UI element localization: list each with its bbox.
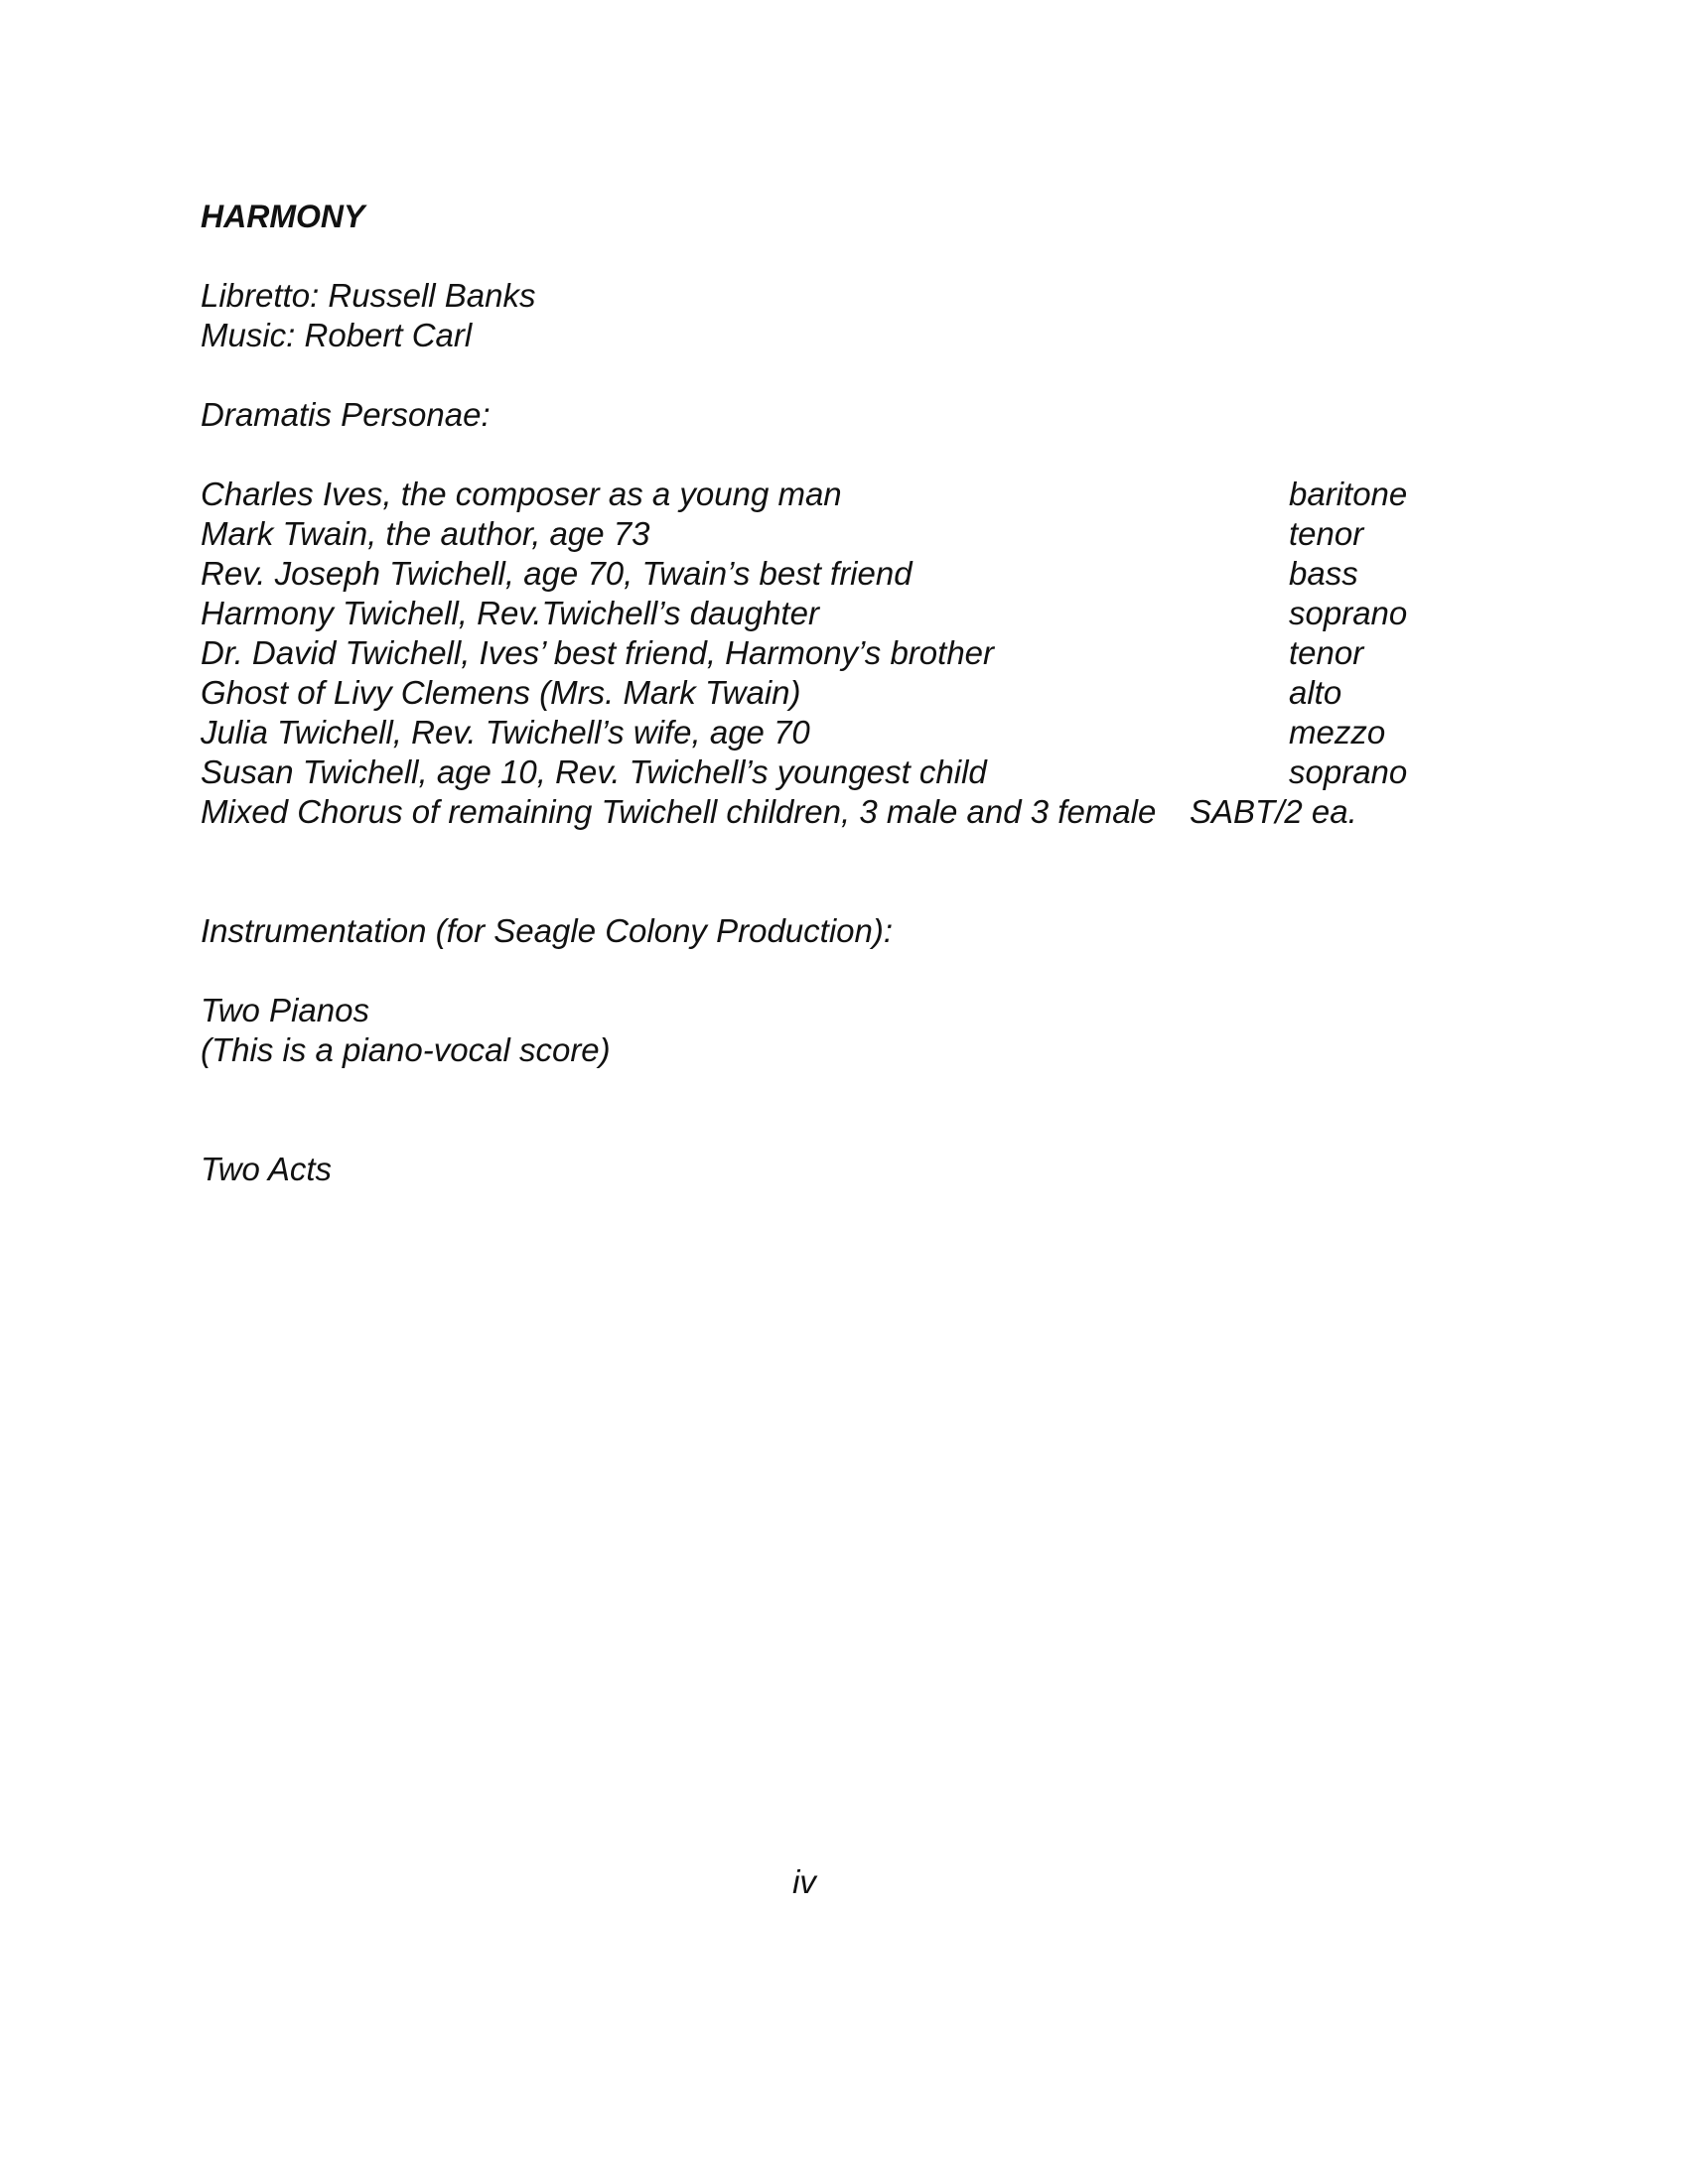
role-name: Charles Ives, the composer as a young man — [201, 476, 842, 512]
instrumentation-line: Two Pianos — [201, 992, 369, 1028]
page-number: iv — [792, 1863, 816, 1900]
role-row — [201, 633, 1491, 673]
roles-list — [201, 475, 1491, 832]
role-name: Harmony Twichell, Rev.Twichell’s daughter — [201, 595, 819, 631]
role-voice: tenor — [1289, 515, 1364, 552]
acts-note: Two Acts — [201, 1151, 333, 1187]
role-row — [201, 792, 1491, 832]
role-name: Mark Twain, the author, age 73 — [201, 515, 650, 552]
role-row — [201, 713, 1491, 752]
role-voice: alto — [1289, 674, 1342, 711]
music-credit: Music: Robert Carl — [201, 317, 473, 353]
role-name: Susan Twichell, age 10, Rev. Twichell’s youngest child — [201, 753, 987, 790]
role-voice: tenor — [1289, 634, 1364, 671]
role-row — [201, 554, 1491, 594]
page-content — [201, 197, 1491, 1189]
opera-title: HARMONY — [201, 199, 365, 234]
role-row — [201, 752, 1491, 792]
role-row — [201, 514, 1491, 554]
dramatis-personae-heading: Dramatis Personae: — [201, 396, 491, 433]
role-name: Ghost of Livy Clemens (Mrs. Mark Twain) — [201, 674, 801, 711]
role-name: Rev. Joseph Twichell, age 70, Twain’s best friend — [201, 555, 913, 592]
role-name: Dr. David Twichell, Ives’ best friend, Harmony’s brother — [201, 634, 995, 671]
role-name: Mixed Chorus of remaining Twichell children, 3 male and 3 female — [201, 793, 1157, 830]
role-name: Julia Twichell, Rev. Twichell’s wife, age 70 — [201, 714, 810, 751]
credits-block — [201, 276, 1491, 355]
role-row — [201, 673, 1491, 713]
role-voice: SABT/2 ea. — [1190, 793, 1357, 830]
instrumentation-note: (This is a piano-vocal score) — [201, 1031, 611, 1068]
role-row — [201, 594, 1491, 633]
role-voice: soprano — [1289, 753, 1408, 790]
instrumentation-block — [201, 991, 1491, 1070]
role-voice: soprano — [1289, 595, 1408, 631]
role-voice: mezzo — [1289, 714, 1386, 751]
role-voice: baritone — [1289, 476, 1408, 512]
instrumentation-heading: Instrumentation (for Seagle Colony Production): — [201, 912, 894, 949]
role-voice: bass — [1289, 555, 1358, 592]
role-row — [201, 475, 1491, 514]
libretto-credit: Libretto: Russell Banks — [201, 277, 536, 314]
